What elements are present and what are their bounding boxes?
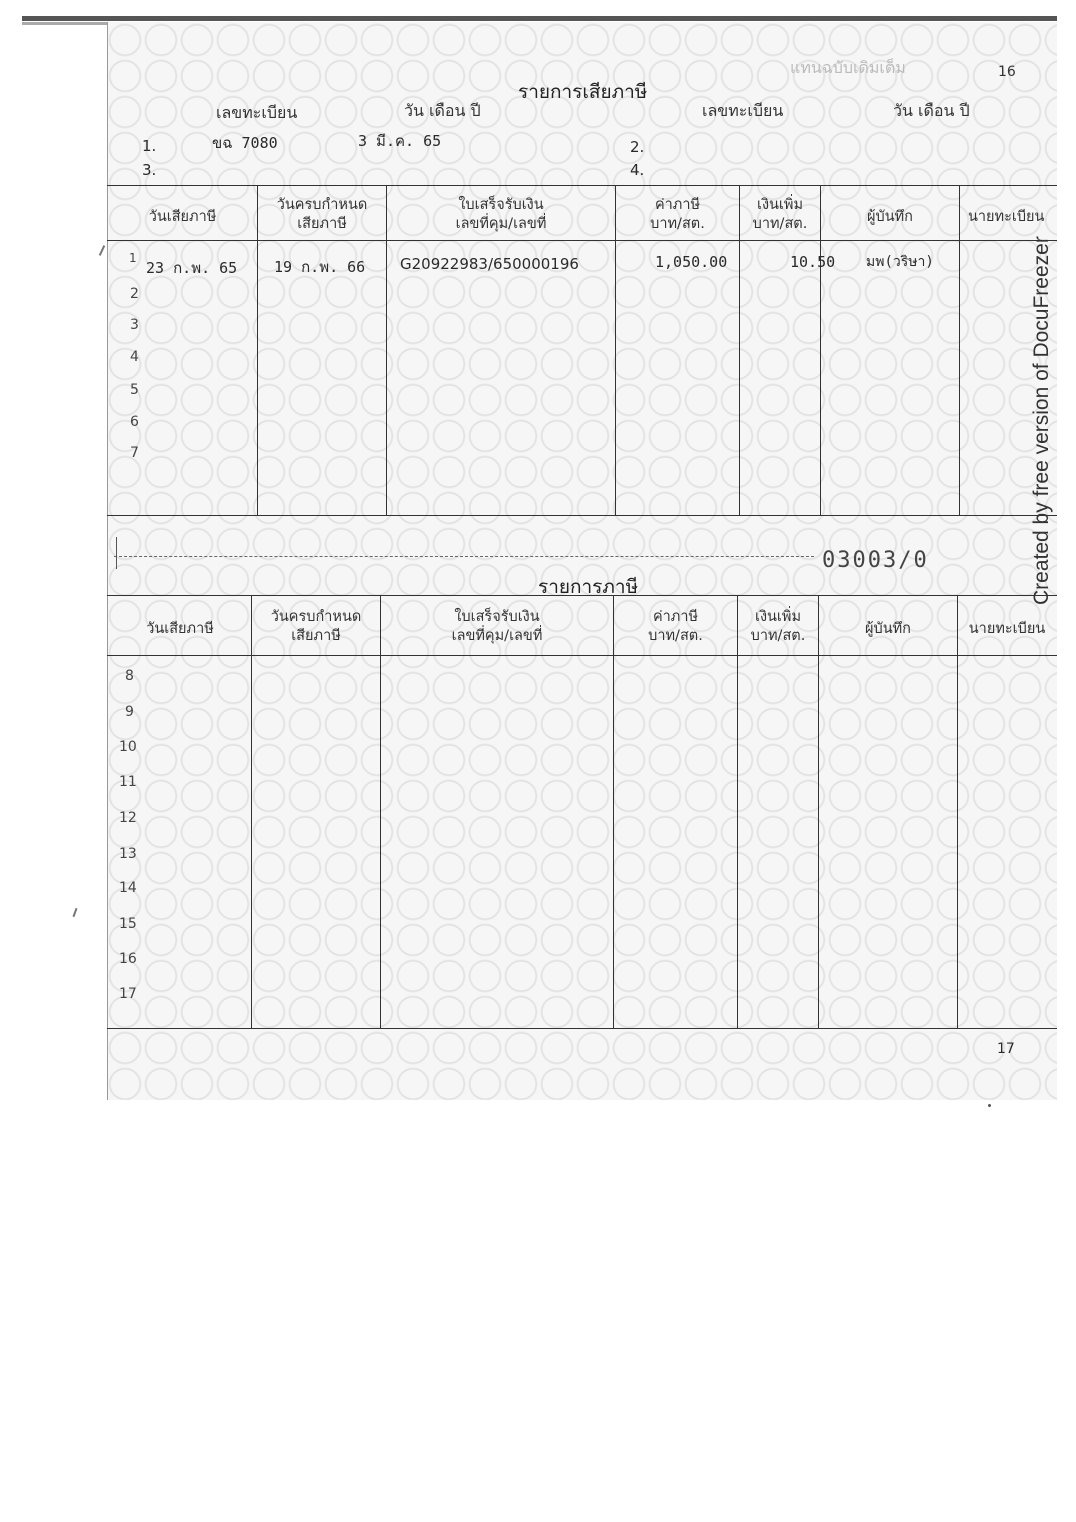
cell-recorder: มพ(วริษา) (866, 254, 934, 270)
header-due-date: วันครบกำหนด เสียภาษี (270, 609, 362, 644)
row-number: 13 (119, 846, 137, 862)
table-rule (107, 515, 1057, 516)
reg-entry-plate: ขฉ 7080 (212, 134, 278, 152)
scan-speck (73, 908, 78, 917)
page-number-lower: 17 (997, 1041, 1015, 1057)
column-divider (739, 185, 740, 515)
column-divider (251, 595, 252, 1028)
header-due-date: วันครบกำหนด เสียภาษี (276, 197, 368, 232)
header-registrar: นายทะเบียน (968, 621, 1046, 637)
column-divider (959, 185, 960, 515)
table-rule (107, 240, 1057, 241)
row-number: 14 (119, 880, 137, 896)
cell-receipt: G20922983/650000196 (400, 255, 579, 273)
header-registrar: นายทะเบียน (968, 209, 1045, 225)
header-surcharge: เงินเพิ่ม บาท/สต. (752, 197, 808, 232)
column-divider (615, 185, 616, 515)
row-number: 17 (119, 986, 137, 1002)
header-recorder: ผู้บันทึก (867, 209, 913, 225)
row-number: 2 (130, 286, 139, 302)
reg-entry-number: 4. (630, 161, 645, 179)
date-col-label: วัน เดือน ปี (404, 101, 481, 120)
row-number: 9 (125, 704, 134, 720)
header-tax: ค่าภาษี บาท/สต. (648, 609, 703, 644)
scan-speck (988, 1104, 991, 1107)
column-divider (380, 595, 381, 1028)
row-number: 11 (119, 774, 137, 790)
reg-col-label: เลขทะเบียน (216, 103, 298, 122)
reg-entry-number: 3. (142, 161, 157, 179)
date-col-label-2: วัน เดือน ปี (893, 101, 970, 120)
row-number: 4 (130, 349, 139, 365)
scan-speck (99, 245, 105, 256)
row-number: 8 (125, 668, 134, 684)
row-number: 5 (130, 382, 139, 398)
strip-mark (116, 537, 117, 569)
row-number: 6 (130, 414, 139, 430)
reg-entry-date: 3 มี.ค. 65 (358, 132, 442, 150)
header-paid-date: วันเสียภาษี (148, 209, 217, 225)
table-rule (107, 1028, 1057, 1029)
page-number-upper: 16 (998, 64, 1016, 80)
header-receipt: ใบเสร็จรับเงิน เลขที่คุม/เลขที่ (455, 197, 547, 232)
header-surcharge: เงินเพิ่ม บาท/สต. (750, 609, 806, 644)
row-number: 10 (119, 739, 137, 755)
table-rule (107, 655, 1057, 656)
cell-paid-date: 23 ก.พ. 65 (146, 259, 238, 277)
column-divider (257, 185, 258, 515)
column-divider (737, 595, 738, 1028)
cell-due-date: 19 ก.พ. 66 (274, 258, 366, 276)
column-divider (386, 185, 387, 515)
watermark-text: Created by free version of DocuFreezer (1030, 236, 1053, 605)
row-number: 16 (119, 951, 137, 967)
reg-col-label-2: เลขทะเบียน (702, 101, 784, 120)
table-rule (107, 185, 1057, 186)
header-paid-date: วันเสียภาษี (146, 621, 214, 637)
strip-text: 03003/0 (822, 548, 929, 573)
column-divider (818, 595, 819, 1028)
strip-line (114, 556, 814, 557)
row-number: 3 (130, 317, 139, 333)
cell-surcharge: 10.50 (790, 253, 836, 271)
row-number: 1 (129, 251, 137, 265)
lower-title: รายการภาษี (538, 576, 639, 598)
upper-title: รายการเสียภาษี (518, 81, 648, 103)
scan-top-edge (22, 16, 1057, 21)
row-number: 15 (119, 916, 137, 932)
scan-top-edge-faint (22, 22, 107, 25)
column-divider (957, 595, 958, 1028)
column-divider (820, 185, 821, 515)
header-receipt: ใบเสร็จรับเงิน เลขที่คุม/เลขที่ (451, 609, 543, 644)
header-tax: ค่าภาษี บาท/สต. (650, 197, 705, 232)
table-rule (107, 595, 1057, 596)
stamp-text: แทนฉบับเดิมเต็ม (790, 58, 906, 77)
row-number: 7 (130, 445, 139, 461)
cell-tax: 1,050.00 (655, 253, 728, 271)
column-divider (613, 595, 614, 1028)
header-recorder: ผู้บันทึก (865, 621, 911, 637)
reg-entry-number: 2. (630, 138, 645, 156)
reg-entry-number: 1. (142, 137, 157, 155)
row-number: 12 (119, 810, 137, 826)
